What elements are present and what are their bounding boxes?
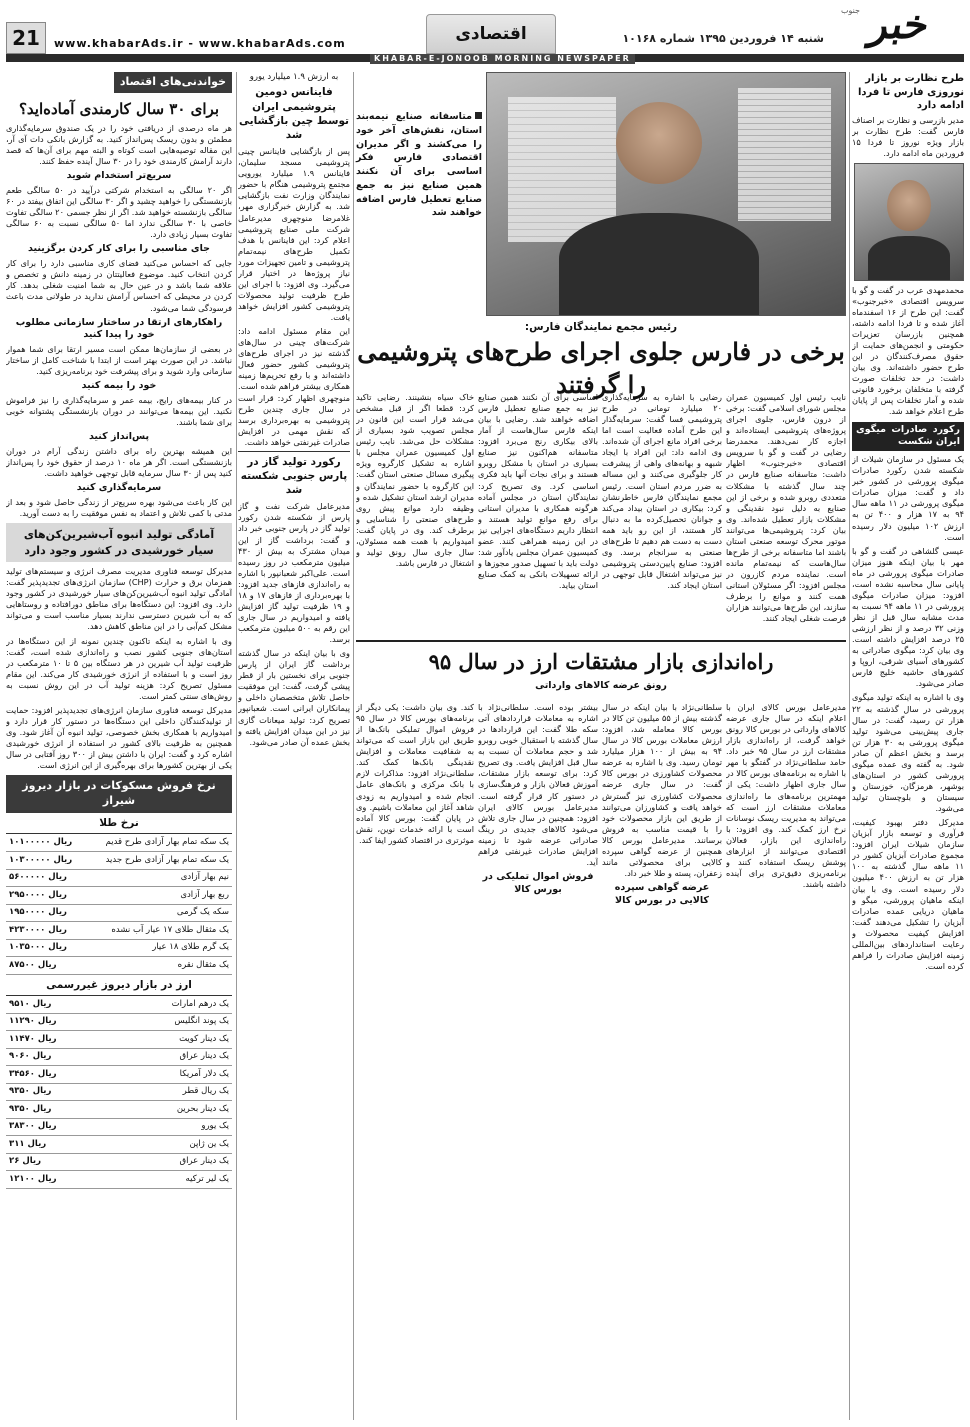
article-paragraph: وی با بیان اینکه در سال گذشته برداشت گاز ایران از پارس جنوبی برای نخستین بار از قطر پیشی گرفت، گفت: این موفقیت حاصل تلاش متخصصان داخلی و پیمانکاران ایرانی است. شعبانپور تصریح کرد: تولید میعانات گازی نیز در این میدان افزایش یافته و بخش عمده آن صادر می‌شود. — [238, 648, 350, 747]
price-item-name: یک درهم امارات — [76, 996, 232, 1014]
price-row — [6, 834, 232, 852]
price-row — [6, 939, 232, 957]
price-item-name: یک دینار عراق — [76, 1153, 232, 1171]
article-paragraph: نایب رئیس اول کمیسیون عمران مجلس شورای اسلامی گفت: برخی از درون فارس، جلوی اجرای پروژه‌های پتروشیمی ایستاده‌اند و اجازه کار نمی‌دهند. محمدرضا رضایی در گفت و گو با سرویس اقتصادی «خبرجنوب» اظهار داشت: متاسفانه صنایع فارس در چند سال گذشته با مشکلات متعددی روبرو شده و برخی از این صنایع به دلیل نبود نقدینگی و مشکلات بازار تعطیل شده‌اند. وی بیان کرد: پتروشیمی‌ها می‌توانند موتور محرک توسعه صنعتی استان باشند اما متاسفانه برخی از طرح‌ها سال‌هاست که نیمه‌تمام مانده است. نماینده مردم کازرون در مجلس افزود: اگر مسئولان استانی همت کنند و موانع را برطرف سازند، این طرح‌ها می‌توانند هزاران فرصت شغلی ایجاد کنند. — [726, 392, 846, 624]
price-row — [6, 1013, 232, 1031]
price-item-name: یک سکه تمام بهار آزادی طرح قدیم — [76, 834, 232, 852]
subhead: سریع‌تر استخدام شوید — [66, 170, 172, 182]
lead-story-header — [356, 320, 846, 399]
price-item-value: ۱۲۱۰۰ ریال — [6, 1171, 76, 1189]
price-item-value: ۱۱۲۹۰ ریال — [6, 1013, 76, 1031]
price-item-value: ۳۴۵۶۰ ریال — [6, 1066, 76, 1084]
price-item-value: ۴۲۳۰۰۰۰ ریال — [6, 922, 76, 940]
desalination-headline[interactable]: آمادگی تولید انبوه آب‌شیرین‌کن‌های سیار خورشیدی در کشور وجود دارد — [6, 523, 232, 562]
subhead: سرمایه‌گذاری کنید — [76, 482, 162, 494]
article-title[interactable]: برای ۳۰ سال کارمندی آماده‌اید؟ — [18, 99, 220, 118]
currency-col-3 — [478, 702, 598, 1420]
lead-story-photo — [486, 72, 846, 316]
article-paragraph: این مقام مسئول ادامه داد: شرکت‌های چینی در سال‌های گذشته نیز در اجرای طرح‌های پتروشیمی کشور حضور فعال داشته‌اند و با رفع تحریم‌ها زمینه همکاری بیشتر فراهم شده است. منوچهری اظهار کرد: قرار است در سال جاری چندین طرح پتروشیمی به بهره‌برداری برسد که نقش مهمی در افزایش صادرات غیرنفتی خواهد داشت. — [238, 326, 350, 447]
newspaper-stack — [738, 88, 831, 221]
right-column — [852, 72, 964, 1420]
price-table-title: نرخ فروش مسکوکات در بازار دیروز شیراز — [6, 775, 232, 813]
article-paragraph: هر ماه درصدی از دریافتی خود را در یک صندوق سرمایه‌گذاری مطمئن و بدون ریسک پس‌انداز کنید. به گزارش بانکی دات آی آر، این مقاله توصیه‌هایی است کوتاه و البته مهم برای آن‌ها که قصد دارند آرامش کارمندی خود را در ۳۰ سال آینده حفظ کنند. — [6, 123, 232, 167]
logo-tag: جنوب — [840, 6, 860, 15]
headline-line: طرح نظارت بر بازار — [865, 73, 964, 84]
price-item-name: یک ین ژاپن — [76, 1136, 232, 1154]
article-lead: مدیر بازرسی و نظارت بر اصناف فارس گفت: طرح نظارت بر بازار ویژه نوروز تا فردا ۱۵ فروردین ماه ادامه دارد. — [852, 114, 964, 158]
price-row — [6, 1031, 232, 1049]
headline-line: نوروزی فارس تا فردا — [857, 86, 964, 98]
price-item-name: یک لیر ترکیه — [76, 1171, 232, 1189]
price-item-name: یک گرم طلای ۱۸ عیار — [76, 939, 232, 957]
price-item-value: ۱۰۳۰۰۰۰۰ ریال — [6, 852, 76, 870]
left-column — [6, 72, 232, 1420]
kicker: رئیس مجمع نمایندگان فارس: — [524, 321, 678, 333]
price-item-name: یک ریال قطر — [76, 1083, 232, 1101]
price-item-name: ربع بهار آزادی — [76, 887, 232, 905]
currency-headline[interactable]: راه‌اندازی بازار مشتقات ارز در سال ۹۵ — [428, 649, 774, 674]
currency-col-1 — [726, 702, 846, 1420]
article-paragraph: در بعضی از سازمان‌ها ممکن است مسیر ارتقا برای شما هموار نباشد. در این صورت بهتر است از ابتدا با شناخت کامل از ساختار سازمانی وارد شوید و برای پیشرفت خود برنامه‌ریزی کنید. — [6, 344, 232, 377]
article-paragraph: مدیرعامل شرکت نفت و گاز پارس از شکسته شدن رکورد تولید گاز در پارس جنوبی خبر داد و گفت: برداشت گاز از این میدان مشترک به بیش از ۴۳۰ میلیون مترمکعب در روز رسیده است. علی‌اکبر شعبانپور با اشاره به راه‌اندازی فازهای جدید افزود: با بهره‌برداری از فازهای ۱۷ و ۱۸ و ۱۹ ظرفیت تولید گاز افزایش یافته و امیدواریم در سال جاری این رقم به ۵۰۰ میلیون مترمکعب برسد. — [238, 501, 350, 645]
price-row — [6, 1171, 232, 1189]
logo-text: خبر — [865, 1, 933, 48]
price-item-value: ۱۱۴۷۰ ریال — [6, 1031, 76, 1049]
gold-table-header: نرخ طلا — [6, 813, 232, 834]
issue-date: شنبه ۱۴ فروردین ۱۳۹۵ شماره ۱۰۱۶۸ — [622, 32, 824, 45]
currency-story-header — [356, 640, 846, 698]
fx-price-table — [6, 996, 232, 1189]
price-item-value: ۹۳۵۰ ریال — [6, 1083, 76, 1101]
price-item-value: ۲۶ ریال — [6, 1153, 76, 1171]
price-item-name: یک پوند انگلیس — [76, 1013, 232, 1031]
price-item-name: نیم بهار آزادی — [76, 869, 232, 887]
price-item-value: ۳۸۳۰۰ ریال — [6, 1118, 76, 1136]
price-item-value: ۹۰۶۰ ریال — [6, 1048, 76, 1066]
lead-story-col-1 — [726, 392, 846, 632]
price-item-value: ۱۹۵۰۰۰۰ ریال — [6, 904, 76, 922]
article-paragraph: رضایی با اشاره به سرمایه‌گذاری ۲۰ میلیارد تومانی در طرح پتروشیمی فسا گفت: سرمایه‌گذار این طرح آماده فعالیت است اما برخی افراد مانع اجرای آن شده‌اند. وی ادامه داد: این افراد با ایجاد شبهه و بهانه‌های واهی از پیشرفت کار جلوگیری می‌کنند و این مساله به ضرر مردم استان است. رئیس مجمع نمایندگان فارس خاطرنشان کرد: بیکاری در استان بیداد می‌کند و جوانان تحصیل‌کرده ما به دنبال کار هستند، از این رو باید همه دست به دست هم دهیم تا طرح‌های صنعتی به سرانجام برسد. وی افزود: صنایع پایین‌دستی پتروشیمی نیز می‌تواند اشتغال قابل توجهی در استان ایجاد کند. — [602, 392, 722, 591]
speaker-body — [559, 213, 759, 315]
speaker-face — [616, 102, 702, 184]
section-subhead: فروش اموال تملیکی در بورس کالا — [482, 870, 594, 895]
shrimp-export-title: رکورد صادرات میگوی ایران شکست — [852, 422, 964, 452]
petro-column — [238, 72, 350, 1420]
price-row — [6, 904, 232, 922]
currency-subhead: رونق عرضه کالاهای وارداتی — [535, 680, 667, 692]
price-item-value: ۳۱۱ ریال — [6, 1136, 76, 1154]
article-paragraph: وی با اشاره به اینکه تولید میگوی پرورشی در سال گذشته به ۲۲ هزار تن رسید، گفت: در سال جاری پیش‌بینی می‌شود تولید میگوی پرورشی به ۳۰ هزار تن برسد و بخش اعظم آن صادر شود. به گفته وی عمده میگوی پرورشی کشور در استان‌های بوشهر، هرمزگان، خوزستان و سیستان و بلوچستان تولید می‌شود. — [852, 692, 964, 814]
gold-price-table — [6, 834, 232, 975]
article-paragraph: اگر ۲۰ سالگی به استخدام شرکتی درآیید در ۵۰ سالگی طعم بازنشستگی را خواهید چشید و اگر ۳۰ سالگی این اتفاق بیفتد در ۶۰ سالگی بازنشسته خواهید شد. اگر از نظر جسمی ۲۰ سالگی تفاوت خاصی با ۳۰ سالگی ندارد اما ۵۰ سالگی نسبت به ۶۰ سالگی تفاوت بسیار زیادی دارد. — [6, 185, 232, 240]
price-row — [6, 996, 232, 1014]
article-paragraph: در کنار بیمه‌های رایج، بیمه عمر و سرمایه‌گذاری را نیز فراموش نکنید. این بیمه‌ها می‌توانند در دوران بازنشستگی پشتوانه خوبی برای شما باشند. — [6, 395, 232, 428]
subhead: جای مناسبی را برای کار کردن برگزینید — [28, 243, 210, 255]
price-item-value: ۹۳۵۰ ریال — [6, 1101, 76, 1119]
price-row — [6, 887, 232, 905]
lead-story-col-3 — [478, 392, 598, 632]
portrait-face — [887, 180, 930, 231]
section-tab: اقتصادی — [426, 14, 556, 54]
english-banner: KHABAR-E-JONOOB MORNING NEWSPAPER — [370, 54, 635, 64]
article-paragraph: جایی که احساس می‌کنید فضای کاری مناسبی دارد را برای کار کردن انتخاب کنید. موضوع فعالیتتان در زمینه دانش و تخصص و علاقه شما باشد و در عین حال به شما امنیت شغلی بدهد. کار کردن در محیطی که احساس آرامش ندارید در طولانی مدت باعث فرسودگی شما می‌شود. — [6, 258, 232, 313]
portrait-photo — [854, 163, 964, 281]
subhead: پس‌انداز کنید — [88, 431, 150, 443]
price-row — [6, 852, 232, 870]
website-url[interactable]: www.khabarAds.ir - www.khabarAds.com — [54, 37, 346, 50]
currency-col-4 — [356, 702, 474, 1420]
price-row — [6, 869, 232, 887]
photo-caption: محمدمهدی عرب در گفت و گو با سرویس اقتصادی «خبرجنوب» گفت: این طرح از ۱۶ اسفندماه آغاز شده و تا فردا ادامه داشته، همچنین بازرسان تعزیرات حکومتی و انجمن‌های حمایت از حقوق مصرف‌کنندگان در این طرح حضور داشته‌اند. وی بیان داشت: در حد تخلفات صورت گرفته با متخلفان برخورد قانونی شده و آمار تخلفات پس از پایان طرح اعلام خواهد شد. — [852, 284, 964, 417]
price-item-value: ۵۶۰۰۰۰۰ ریال — [6, 869, 76, 887]
price-row — [6, 1048, 232, 1066]
gas-headline[interactable]: رکورد تولید گاز در پارس جنوبی شکسته شد — [238, 451, 350, 498]
lead-story-col-4 — [356, 392, 474, 632]
article-paragraph: خاک سیاه بنشینند. رضایی تاکید کرد: قطعا اگر از قبل مشخص می‌شد قرار است این قانون در مجلس تصویب شود بسیاری از مشکلات حل می‌شد. نایب رئیس اول کمیسیون عمران مجلس با اشاره به تشکیل کارگروه ویژه پیگیری مسائل صنعتی استان گفت: این کارگروه با حضور نمایندگان و مدیران ارشد استان تشکیل شده و وظیفه دارد موانع پیش روی طرح‌های صنعتی را شناسایی و برطرف کند. وی در پایان گفت: امیدواریم با همت همه مسئولان، سال جاری سال رونق تولید و اشتغال در فارس باشد. — [356, 392, 474, 568]
price-item-name: یک مثقال طلای ۱۷ عیار آب نشده — [76, 922, 232, 940]
price-item-name: یک یورو — [76, 1118, 232, 1136]
price-row — [6, 1153, 232, 1171]
price-item-value: ۹۵۱۰ ریال — [6, 996, 76, 1014]
page-number: 21 — [6, 22, 46, 54]
section-label: خواندنی‌های اقتصاد — [114, 72, 232, 93]
pull-quote — [356, 110, 482, 270]
article-paragraph: پس از بازگشایی فاینانس چینی پتروشیمی مسجد سلیمان، فاینانس ۱.۹ میلیارد یورویی مجتمع پتروشیمی هنگام با حضور نمایندگان وزارت نفت بازگشایی شد. به گزارش خبرگزاری مهر، غلامرضا منوچهری مدیرعامل شرکت ملی صنایع پتروشیمی اعلام کرد: این فاینانس با هدف تکمیل طرح‌های نیمه‌تمام پتروشیمی و تامین تجهیزات مورد نیاز پروژه‌ها در اختیار قرار می‌گیرد. وی افزود: با اجرای این طرح ظرفیت تولید محصولات پتروشیمی کشور افزایش خواهد یافت. — [238, 146, 350, 323]
price-item-value: ۸۷۵۰۰ ریال — [6, 957, 76, 975]
price-item-name: سکه یک گرمی — [76, 904, 232, 922]
bullet-square-icon — [475, 112, 482, 119]
price-item-name: یک دلار آمریکا — [76, 1066, 232, 1084]
price-item-name: یک دینار عراق — [76, 1048, 232, 1066]
article-paragraph: این کار باعث می‌شود بهره سریع‌تر از زندگی حاصل شود و بعد از مدتی با کمی تلاش و اعتماد به نفس موفقیت را به دست آورید. — [6, 497, 232, 519]
article-paragraph: وی با اشاره به اینکه تاکنون چندین نمونه از این دستگاه‌ها در استان‌های جنوبی کشور نصب و راه‌اندازی شده است، گفت: ظرفیت تولید آب شیرین در هر دستگاه بین ۵ تا ۱۰ مترمکعب در روز است و با استفاده از انرژی خورشیدی کار می‌کند. این مقام مسئول تصریح کرد: هزینه تولید آب در این روش نسبت به روش‌های سنتی کمتر است. — [6, 635, 232, 701]
fx-table-header: ارز در بازار دیروز غیررسمی — [6, 975, 232, 996]
article-paragraph: سلطانی‌نژاد با بیان اینکه در سال گذشته بیش از ۵۵ میلیون تن کالا در بورس کالا معامله شد، افزود: ارزش معاملات بورس کالا در سال ۹۴ به بیش از ۱۰۰ هزار میلیارد تومان رسید. وی با اشاره به عرضه محصولات کشاورزی در بورس کالا گفت: در سال جاری عرضه محصولات کشاورزی نیز گسترش خواهد یافت و کشاورزان می‌توانند از طریق این بازار محصولات خود را با قیمت مناسب به فروش برسانند. مدیرعامل بورس کالا همچنین از عرضه گواهی سپرده کالایی برای محصولاتی مانند زعفران، پسته و طلا خبر داد. — [602, 702, 722, 878]
price-item-name: یک دینار کویت — [76, 1031, 232, 1049]
price-row — [6, 1118, 232, 1136]
price-row — [6, 922, 232, 940]
article-paragraph: این همیشه بهترین راه برای داشتن زندگی آرام در دوران بازنشستگی است. اگر هر ماه ۱۰ درصد از حقوق خود را پس‌انداز کنید پس از ۳۰ سال سرمایه قابل توجهی خواهید داشت. — [6, 446, 232, 479]
price-item-value: ۱۰۱۰۰۰۰۰ ریال — [6, 834, 76, 852]
price-row — [6, 1066, 232, 1084]
article-paragraph: عیسی گلشاهی در گفت و گو با مهر با بیان اینکه هنوز میزان صادرات میگوی پرورشی در ماه پایانی سال محاسبه نشده است، افزود: میزان صادرات میگوی پرورشی در ۱۱ ماهه ۹۴ نسبت به مدت مشابه سال قبل از نظر وزنی ۳۲ درصد و از نظر ارزشی ۲۵ درصد افزایش داشته است. وی بیان کرد: میگوی صادراتی به کشورهای آسیای شرقی، اروپا و کشورهای حاشیه خلیج فارس صادر می‌شود. — [852, 545, 964, 689]
price-row — [6, 957, 232, 975]
column-divider — [849, 72, 850, 1420]
price-row — [6, 1083, 232, 1101]
price-item-name: یک دینار بحرین — [76, 1101, 232, 1119]
currency-col-2 — [602, 702, 722, 1420]
lead-story-col-2 — [602, 392, 722, 632]
article-paragraph: یک مسئول در سازمان شیلات از شکسته شدن رکورد صادرات میگوی پرورشی در کشور خبر داد و گفت: میزان صادرات میگوی پرورشی در ۱۱ ماهه سال ۹۴ به ۱۷ هزار و ۴۰۰ تن به ارزش ۱۰۲ میلیون دلار رسیده است. — [852, 454, 964, 542]
article-paragraph: مدیرکل توسعه فناوری سازمان انرژی‌های تجدیدپذیر افزود: حمایت از تولیدکنندگان داخلی این دستگاه‌ها در دستور کار قرار دارد و امیدواریم با همکاری بخش خصوصی، تولید انبوه آن آغاز شود. وی همچنین به ظرفیت بالای کشور در استفاده از انرژی خورشیدی اشاره کرد و گفت: ایران با داشتن بیش از ۳۰۰ روز آفتابی در سال یکی از بهترین کشورها برای بهره‌گیری از این انرژی است. — [6, 704, 232, 771]
article-paragraph: مدیرکل دفتر بهبود کیفیت، فرآوری و توسعه بازار آبزیان سازمان شیلات ایران افزود: مجموع صادرات آبزیان کشور در ۱۱ ماهه سال گذشته به ۱۰۰ هزار تن به ارزش ۴۰۰ میلیون دلار رسیده است. وی با بیان اینکه ماهیان پرورشی، میگو و ماهیان دریایی عمده صادرات آبزیان را تشکیل می‌دهند گفت: افزایش کیفیت محصولات و رعایت استانداردهای بین‌المللی زمینه افزایش صادرات را فراهم کرده است. — [852, 817, 964, 971]
article-paragraph: مدیرعامل بورس کالای ایران با اعلام اینکه در سال جاری عرضه کالاهای وارداتی در بورس کالا رونق خواهد گرفت، از راه‌اندازی بازار مشتقات ارز در سال ۹۵ خبر داد. حامد سلطانی‌نژاد در گفتگو با مهر با اشاره به برنامه‌های بورس کالا در سال جاری اظهار داشت: یکی از مهمترین برنامه‌های ما راه‌اندازی معاملات مشتقات ارز است که می‌تواند به مدیریت ریسک نوسانات نرخ ارز کمک کند. وی افزود: با راه‌اندازی این بازار، فعالان اقتصادی می‌توانند از ابزارهای پوشش ریسک استفاده کنند و برنامه‌ریزی دقیق‌تری برای آینده داشته باشند. — [726, 702, 846, 889]
lead-headline[interactable]: برخی در فارس جلوی اجرای طرح‌های پتروشیمی را گرفتند — [357, 337, 845, 399]
article-paragraph: اساسی برای آن نکنند همین صنایع نیز به جمع صنایع تعطیل فارس اضافه خواهند شد. رضایی با بیان اینکه فارس سال‌هاست از آمار بالای بیکاری رنج می‌برد افزود: متاسفانه هم‌اکنون نیز صنایع بسیاری در استان با مشکل روبرو هستند و برای نجات آنها باید فکری اساسی کرد. وی تصریح کرد: نمایندگان استان در مجلس آماده هرگونه همکاری با مدیران استانی برای رفع موانع تولید هستند و انتظار داریم دستگاه‌های اجرایی نیز در این زمینه همراهی کنند. عضو کمیسیون عمران مجلس یادآور شد: دولت باید با تسهیل صدور مجوزها و ارائه تسهیلات بانکی به کمک صنایع استان بیاید. — [478, 392, 598, 591]
petro-headline[interactable]: فاینانس دومین پتروشیمی ایران توسط چین بازگشایی شد — [239, 86, 349, 141]
column-divider — [353, 72, 354, 1420]
section-subhead: عرضه گواهی سپرده کالایی در بورس کالا — [614, 882, 710, 906]
headline-line: ادامه دارد — [916, 100, 964, 111]
subhead: راهکارهای ارتقا در ساختار سازمانی مطلوب خود را پیدا کنید — [15, 316, 223, 341]
article-paragraph: مدیرکل توسعه فناوری مدیریت مصرف انرژی و سیستم‌های تولید همزمان برق و حرارت (CHP) سازمان انرژی‌های تجدیدپذیر گفت: آمادگی تولید انبوه آب‌شیرین‌کن‌های سیار خورشیدی در کشور وجود دارد. وی افزود: این دستگاه‌ها برای مناطق دورافتاده و روستاهایی که به آب شیرین دسترسی ندارند بسیار مناسب است و می‌تواند مشکل کم‌آبی را در این مناطق کاهش دهد. — [6, 566, 232, 632]
article-paragraph: بیشتر بوده است. سلطانی‌نژاد با اشاره به معاملات قراردادهای آتی سکه طلا گفت: این قراردادها در سال گذشته با استقبال خوبی روبرو شد و حجم معاملات آن نسبت به سال قبل افزایش یافت. وی تصریح کرد: برای توسعه بازار مشتقات، آموزش فعالان بازار و فرهنگ‌سازی در دستور کار قرار گرفته است. مدیرعامل بورس کالای ایران افزود: همچنین در سال جاری تلاش می‌شود کالاهای جدیدی در رینگ صادراتی عرضه شود تا زمینه افزایش صادرات غیرنفتی فراهم آید. — [478, 702, 598, 867]
pull-quote-text: متاسفانه صنایع نیمه‌بند استان، نقش‌های آخر خود را می‌کشند و اگر مدیران اقتصادی فارس فکر اساسی برای آن نکنند همین صنایع نیز به جمع صنایع تعطیل فارس اضافه خواهند شد — [356, 111, 482, 219]
portrait-body — [868, 236, 950, 280]
price-item-value: ۲۹۵۰۰۰۰ ریال — [6, 887, 76, 905]
market-title — [852, 72, 964, 113]
price-item-name: یک سکه تمام بهار آزادی طرح جدید — [76, 852, 232, 870]
price-item-value: ۱۰۳۵۰۰۰ ریال — [6, 939, 76, 957]
petro-overline: به ارزش ۱.۹ میلیارد یورو — [249, 72, 339, 82]
subhead: خود را بیمه کنید — [81, 380, 157, 392]
price-item-name: یک مثقال نقره — [76, 957, 232, 975]
column-divider — [236, 72, 237, 1420]
price-row — [6, 1101, 232, 1119]
article-paragraph: کند. وی بیان داشت: یکی دیگر از برنامه‌های بورس کالا در سال ۹۵ فروش اموال تملیکی بانک‌ها از طریق این بازار است که می‌تواند به شفافیت معاملات و افزایش نقدینگی بانک‌ها کمک کند. سلطانی‌نژاد افزود: مذاکرات لازم با بانک مرکزی و بانک‌های عامل انجام شده و امیدواریم به زودی شاهد آغاز این معاملات باشیم. وی در پایان گفت: بورس کالا آماده است با ارائه خدمات نوین، نقش موثرتری در اقتصاد کشور ایفا کند. — [356, 702, 474, 845]
price-row — [6, 1136, 232, 1154]
